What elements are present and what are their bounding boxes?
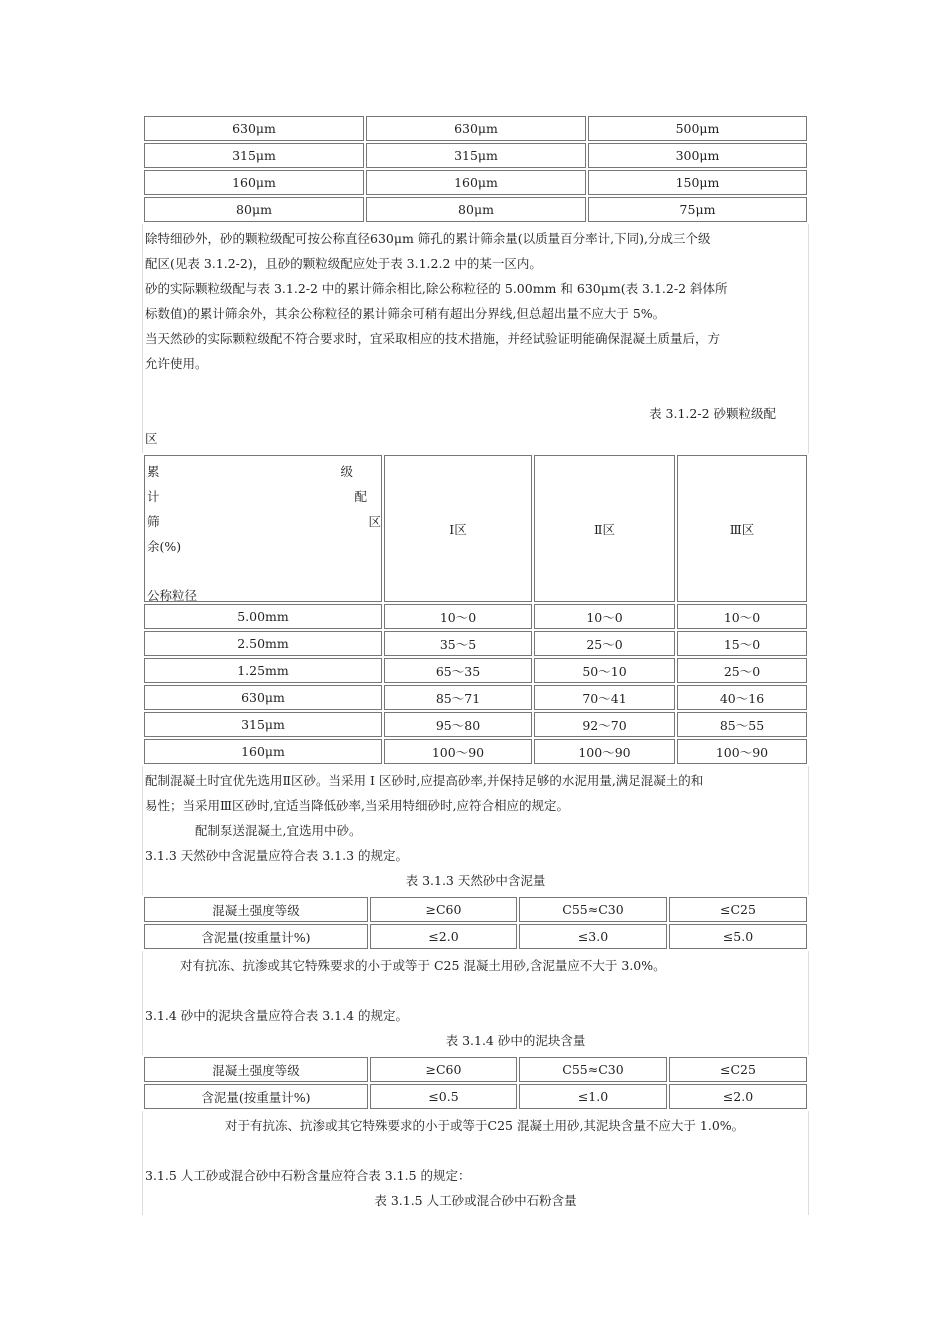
- header-text: 配: [354, 489, 367, 504]
- table-cell: 315μm: [366, 143, 586, 168]
- table-cell: ≤0.5: [370, 1084, 517, 1109]
- table-caption: 表 3.1.2-2 砂颗粒级配: [649, 406, 776, 421]
- table-cell: 10～0: [677, 604, 807, 629]
- table-cell: 80μm: [144, 197, 364, 222]
- section-heading: 3.1.3 天然砂中含泥量应符合表 3.1.3 的规定。: [145, 848, 409, 863]
- table-cell: 315μm: [144, 712, 382, 737]
- table-row: [144, 631, 807, 656]
- table-cell: ≤5.0: [669, 924, 807, 949]
- clay-lump-table: [142, 1055, 809, 1111]
- table-cell: 65～35: [384, 658, 532, 683]
- table-row: [144, 712, 807, 737]
- header-text: 级: [340, 464, 353, 479]
- table-cell: 315μm: [144, 143, 364, 168]
- table-row: [144, 170, 807, 195]
- table-cell: 混凝土强度等级: [144, 1057, 368, 1082]
- header-text: 筛: [147, 514, 160, 529]
- table-cell: 5.00mm: [144, 604, 382, 629]
- table-row: [144, 739, 807, 764]
- grading-zone-table: [142, 453, 809, 766]
- column-header: Ⅱ区: [534, 455, 675, 602]
- table-cell: ≤2.0: [669, 1084, 807, 1109]
- table-cell: 100～90: [384, 739, 532, 764]
- document-page: [142, 114, 809, 1215]
- table-caption: 表 3.1.5 人工砂或混合砂中石粉含量: [374, 1193, 577, 1208]
- sieve-size-table: [142, 114, 809, 224]
- header-text: 公称粒径: [147, 588, 198, 603]
- table-cell: 160μm: [144, 739, 382, 764]
- clay-content-table: [142, 895, 809, 951]
- table-cell: 95～80: [384, 712, 532, 737]
- text-line: 对于有抗冻、抗渗或其它特殊要求的小于或等于C25 混凝土用砂,其泥块含量不应大于 1.0%。: [225, 1118, 745, 1133]
- text-line: 砂的实际颗粒级配与表 3.1.2-2 中的累计筛余相比,除公称粒径的 5.00mm 和 630μm(表 3.1.2-2 斜体所: [145, 281, 728, 296]
- table-cell: ≤2.0: [370, 924, 517, 949]
- table-row: [144, 116, 807, 141]
- table-cell: 15～0: [677, 631, 807, 656]
- header-text: 区: [368, 514, 381, 529]
- table-cell: ≤C25: [669, 897, 807, 922]
- table-cell: 160μm: [144, 170, 364, 195]
- table-cell: 混凝土强度等级: [144, 897, 368, 922]
- table-row: [144, 685, 807, 710]
- table-cell: 630μm: [144, 116, 364, 141]
- table-cell: 100～90: [677, 739, 807, 764]
- table-cell: 含泥量(按重量计%): [144, 1084, 368, 1109]
- table-cell: ≥C60: [370, 1057, 517, 1082]
- table-cell: ≤1.0: [519, 1084, 667, 1109]
- table-row: [144, 1057, 807, 1082]
- table-caption: 表 3.1.3 天然砂中含泥量: [405, 873, 546, 888]
- table-cell: 92～70: [534, 712, 675, 737]
- table-cell: 50～10: [534, 658, 675, 683]
- text-line: 除特细砂外，砂的颗粒级配可按公称直径630μm 筛孔的累计筛余量(以质量百分率计,下同),分成三个级: [145, 231, 711, 246]
- table-cell: 160μm: [366, 170, 586, 195]
- table-cell: 70～41: [534, 685, 675, 710]
- text-line: 当天然砂的实际颗粒级配不符合要求时，宜采取相应的技术措施，并经试验证明能确保混凝土质量后，方: [145, 331, 721, 346]
- table-cell: 35～5: [384, 631, 532, 656]
- table-cell: 85～71: [384, 685, 532, 710]
- section-heading: 3.1.4 砂中的泥块含量应符合表 3.1.4 的规定。: [145, 1008, 409, 1023]
- table-caption-continued: 区: [145, 431, 158, 446]
- text-line: 标数值)的累计筛余外，其余公称粒径的累计筛余可稍有超出分界线,但总超出量不应大于 5%。: [145, 306, 666, 321]
- table-row: [144, 924, 807, 949]
- table-cell: 85～55: [677, 712, 807, 737]
- table-cell: 150μm: [588, 170, 807, 195]
- text-line: 配制泵送混凝土,宜选用中砂。: [195, 823, 362, 838]
- table-cell: 100～90: [534, 739, 675, 764]
- text-line: 配制混凝土时宜优先选用Ⅱ区砂。当采用 Ⅰ 区砂时,应提高砂率,并保持足够的水泥用量,满足混凝土的和: [145, 773, 704, 788]
- table-cell: 300μm: [588, 143, 807, 168]
- table-cell: 630μm: [144, 685, 382, 710]
- table-cell: 25～0: [534, 631, 675, 656]
- table-row: [144, 197, 807, 222]
- table-row: [144, 604, 807, 629]
- section-heading: 3.1.5 人工砂或混合砂中石粉含量应符合表 3.1.5 的规定：: [145, 1168, 471, 1183]
- table-row: [144, 143, 807, 168]
- text-line: 配区(见表 3.1.2-2)，且砂的颗粒级配应处于表 3.1.2.2 中的某一区内。: [145, 256, 542, 271]
- table-cell: 1.25mm: [144, 658, 382, 683]
- table-cell: 500μm: [588, 116, 807, 141]
- text-line: 允许使用。: [145, 356, 208, 371]
- text-line: 易性；当采用Ⅲ区砂时,宜适当降低砂率,当采用特细砂时,应符合相应的规定。: [145, 798, 569, 813]
- table-row: [144, 1084, 807, 1109]
- table-cell: C55≈C30: [519, 897, 667, 922]
- table-cell: 630μm: [366, 116, 586, 141]
- table-cell: C55≈C30: [519, 1057, 667, 1082]
- table-cell: 10～0: [534, 604, 675, 629]
- table-cell: ≤3.0: [519, 924, 667, 949]
- table-cell: 25～0: [677, 658, 807, 683]
- table-cell: 10～0: [384, 604, 532, 629]
- column-header: Ⅰ区: [384, 455, 532, 602]
- header-text: 计: [147, 489, 160, 504]
- header-text: 累: [147, 464, 160, 479]
- text-line: 对有抗冻、抗渗或其它特殊要求的小于或等于 C25 混凝土用砂,含泥量应不大于 3.0%。: [180, 958, 666, 973]
- table-cell: ≥C60: [370, 897, 517, 922]
- grading-paragraph: [142, 224, 809, 453]
- table-row: [144, 658, 807, 683]
- column-header: Ⅲ区: [677, 455, 807, 602]
- table-caption: 表 3.1.4 砂中的泥块含量: [445, 1033, 586, 1048]
- zone-paragraph: [142, 766, 809, 895]
- table-cell: ≤C25: [669, 1057, 807, 1082]
- diagonal-header-cell: [144, 455, 382, 602]
- table-cell: 40～16: [677, 685, 807, 710]
- table-cell: 80μm: [366, 197, 586, 222]
- table-cell: 2.50mm: [144, 631, 382, 656]
- header-text: 余(%): [147, 539, 182, 554]
- table-cell: 75μm: [588, 197, 807, 222]
- table-row: [144, 897, 807, 922]
- clay-lump-paragraph: [142, 1111, 809, 1215]
- clay-paragraph: [142, 951, 809, 1055]
- table-cell: 含泥量(按重量计%): [144, 924, 368, 949]
